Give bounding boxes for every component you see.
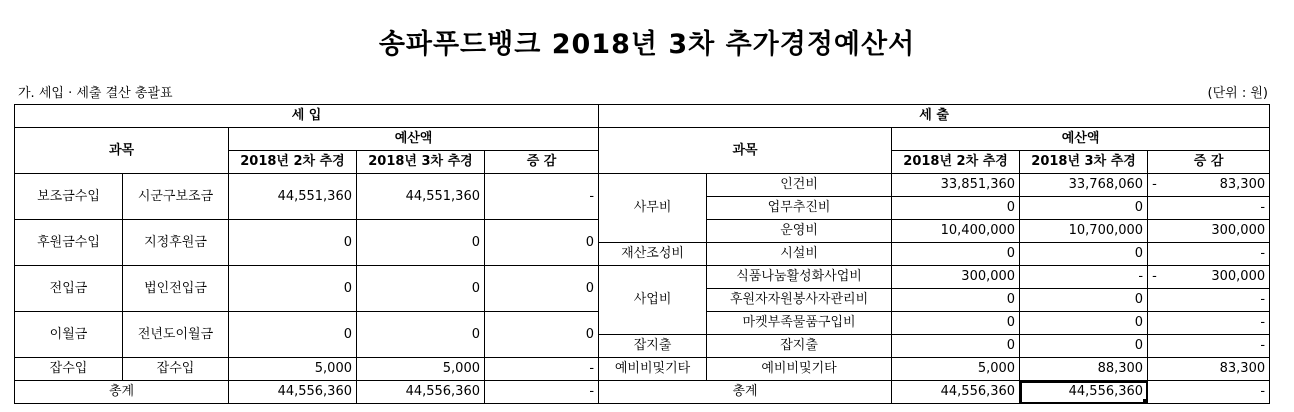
expense-diff[interactable]: -: [1148, 289, 1270, 312]
income-category[interactable]: 후원금수입: [15, 220, 123, 266]
expense-value-2nd[interactable]: 33,851,360: [892, 174, 1020, 197]
expense-item[interactable]: 인건비: [707, 174, 892, 197]
total-row: [15, 381, 1270, 404]
expense-item[interactable]: 운영비: [707, 220, 892, 243]
expense-value-2nd[interactable]: 10,400,000: [892, 220, 1020, 243]
expense-category[interactable]: 예비비및기타: [599, 358, 707, 381]
expense-item[interactable]: 잡지출: [707, 335, 892, 358]
expense-value-3rd[interactable]: 0: [1020, 197, 1148, 220]
expense-category[interactable]: 사업비: [599, 266, 707, 335]
income-value-2nd[interactable]: 44,551,360: [229, 174, 357, 220]
expense-item[interactable]: 마켓부족물품구입비: [707, 312, 892, 335]
expense-item[interactable]: 업무추진비: [707, 197, 892, 220]
income-total-label[interactable]: 총계: [15, 381, 229, 404]
expense-diff[interactable]: -: [1148, 312, 1270, 335]
fill-handle[interactable]: [1143, 399, 1148, 404]
income-value-2nd[interactable]: 5,000: [229, 358, 357, 381]
income-value-2nd[interactable]: 0: [229, 312, 357, 358]
expense-value-2nd[interactable]: 0: [892, 289, 1020, 312]
income-category[interactable]: 보조금수입: [15, 174, 123, 220]
expense-category[interactable]: 잡지출: [599, 335, 707, 358]
table-row: [15, 266, 1270, 289]
expense-diff[interactable]: -: [1148, 243, 1270, 266]
income-category[interactable]: 잡수입: [15, 358, 123, 381]
income-value-3rd[interactable]: 5,000: [357, 358, 485, 381]
income-budget-header[interactable]: 예산액: [229, 128, 599, 151]
expense-subject-header[interactable]: 과목: [599, 128, 892, 174]
income-header[interactable]: 세 입: [15, 105, 599, 128]
income-value-3rd[interactable]: 44,551,360: [357, 174, 485, 220]
expense-col2-header[interactable]: 2018년 2차 추경: [892, 151, 1020, 174]
selected-cell-expense-total-3rd[interactable]: [1020, 381, 1148, 404]
expense-diff[interactable]: 300,000: [1148, 220, 1270, 243]
diff-value: 83,300: [1219, 177, 1266, 192]
header-row-1: [15, 105, 1270, 128]
expense-diff[interactable]: [1148, 174, 1270, 197]
income-item[interactable]: 잡수입: [123, 358, 229, 381]
expense-item[interactable]: 후원자자원봉사자관리비: [707, 289, 892, 312]
expense-value-2nd[interactable]: 0: [892, 335, 1020, 358]
diff-sign: -: [1152, 177, 1157, 192]
expense-total-label[interactable]: 총계: [599, 381, 892, 404]
header-row-2: [15, 128, 1270, 151]
income-value-3rd[interactable]: 0: [357, 312, 485, 358]
expense-diff[interactable]: -: [1148, 197, 1270, 220]
expense-budget-header[interactable]: 예산액: [892, 128, 1270, 151]
expense-item[interactable]: 예비비및기타: [707, 358, 892, 381]
income-value-3rd[interactable]: 0: [357, 220, 485, 266]
table-row: [15, 174, 1270, 197]
income-diff[interactable]: -: [485, 174, 599, 220]
diff-sign: -: [1152, 269, 1157, 284]
expense-item[interactable]: 식품나눔활성화사업비: [707, 266, 892, 289]
expense-value-3rd[interactable]: 0: [1020, 335, 1148, 358]
income-diff-header[interactable]: 증 감: [485, 151, 599, 174]
income-total-2nd[interactable]: 44,556,360: [229, 381, 357, 404]
expense-value-3rd[interactable]: 0: [1020, 243, 1148, 266]
income-category[interactable]: 전입금: [15, 266, 123, 312]
expense-value-3rd[interactable]: 88,300: [1020, 358, 1148, 381]
income-col2-header[interactable]: 2018년 2차 추경: [229, 151, 357, 174]
income-item[interactable]: 전년도이월금: [123, 312, 229, 358]
income-total-3rd[interactable]: 44,556,360: [357, 381, 485, 404]
expense-value-2nd[interactable]: 300,000: [892, 266, 1020, 289]
diff-value: 300,000: [1211, 269, 1266, 284]
income-diff[interactable]: 0: [485, 220, 599, 266]
income-col3-header[interactable]: 2018년 3차 추경: [357, 151, 485, 174]
page-title: 송파푸드뱅크 2018년 3차 추가경정예산서: [378, 29, 916, 60]
table-row: [15, 358, 1270, 381]
expense-category[interactable]: 재산조성비: [599, 243, 707, 266]
income-item[interactable]: 지정후원금: [123, 220, 229, 266]
expense-diff[interactable]: [1148, 266, 1270, 289]
expense-col3-header[interactable]: 2018년 3차 추경: [1020, 151, 1148, 174]
budget-table: [14, 104, 1270, 404]
expense-diff[interactable]: 83,300: [1148, 358, 1270, 381]
expense-diff-header[interactable]: 증 감: [1148, 151, 1270, 174]
expense-value-3rd[interactable]: 10,700,000: [1020, 220, 1148, 243]
income-total-diff[interactable]: -: [485, 381, 599, 404]
expense-category[interactable]: 사무비: [599, 174, 707, 243]
income-value-2nd[interactable]: 0: [229, 220, 357, 266]
expense-value-2nd[interactable]: 5,000: [892, 358, 1020, 381]
table-subtitle: 가. 세입 · 세출 결산 총괄표: [18, 86, 173, 101]
expense-total-3rd: 44,556,360: [1068, 384, 1144, 399]
expense-value-3rd[interactable]: 33,768,060: [1020, 174, 1148, 197]
expense-total-2nd[interactable]: 44,556,360: [892, 381, 1020, 404]
expense-diff[interactable]: -: [1148, 335, 1270, 358]
income-diff[interactable]: 0: [485, 266, 599, 312]
expense-value-3rd[interactable]: -: [1020, 266, 1148, 289]
expense-total-diff[interactable]: -: [1148, 381, 1270, 404]
income-item[interactable]: 법인전입금: [123, 266, 229, 312]
unit-label: (단위 : 원): [1207, 86, 1268, 101]
expense-item[interactable]: 시설비: [707, 243, 892, 266]
income-category[interactable]: 이월금: [15, 312, 123, 358]
income-diff[interactable]: 0: [485, 312, 599, 358]
expense-value-3rd[interactable]: 0: [1020, 289, 1148, 312]
expense-value-2nd[interactable]: 0: [892, 197, 1020, 220]
income-value-2nd[interactable]: 0: [229, 266, 357, 312]
income-item[interactable]: 시군구보조금: [123, 174, 229, 220]
expense-value-3rd[interactable]: 0: [1020, 312, 1148, 335]
income-value-3rd[interactable]: 0: [357, 266, 485, 312]
income-diff[interactable]: -: [485, 358, 599, 381]
expense-header[interactable]: 세 출: [599, 105, 1270, 128]
expense-value-2nd[interactable]: 0: [892, 312, 1020, 335]
income-subject-header[interactable]: 과목: [15, 128, 229, 174]
expense-value-2nd[interactable]: 0: [892, 243, 1020, 266]
